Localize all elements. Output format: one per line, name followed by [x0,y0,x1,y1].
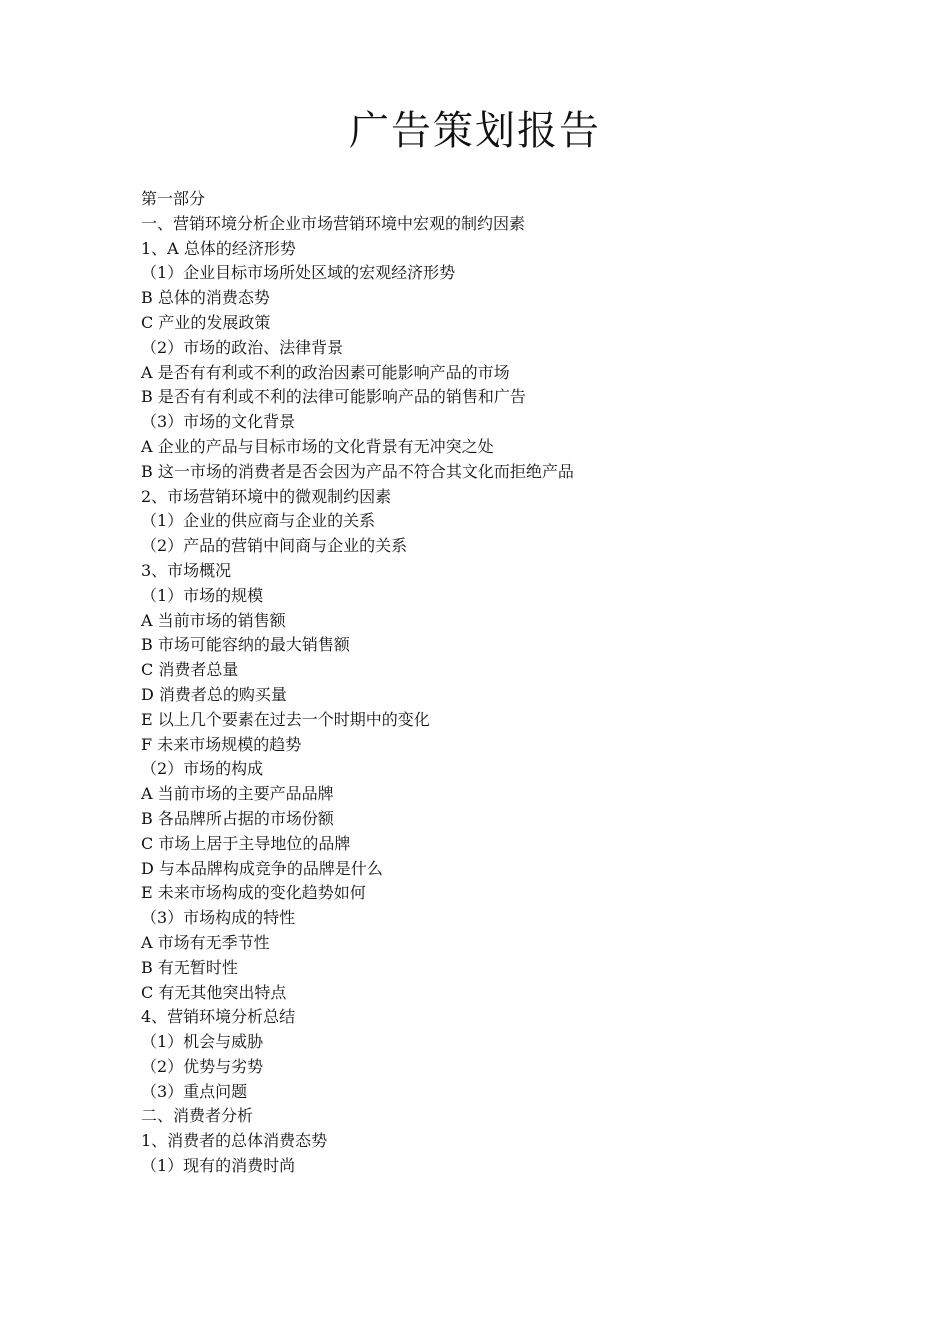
document-line: C 产业的发展政策 [141,312,271,332]
document-line: （1）现有的消费时尚 [141,1156,296,1176]
document-line: （2）市场的构成 [141,759,264,779]
document-line: B 各品牌所占据的市场份额 [141,808,334,828]
document-line: C 市场上居于主导地位的品牌 [141,833,351,853]
document-line: A 市场有无季节性 [141,932,270,952]
document-line: A 当前市场的主要产品品牌 [141,784,334,804]
document-title: 广告策划报告 [349,108,601,154]
document-line: A 企业的产品与目标市场的文化背景有无冲突之处 [141,436,494,456]
document-line: D 消费者总的购买量 [141,684,287,704]
document-line: A 是否有有利或不利的政治因素可能影响产品的市场 [141,362,510,382]
document-line: （1）市场的规模 [141,585,264,605]
document-line: E 未来市场构成的变化趋势如何 [141,883,366,903]
document-line: B 市场可能容纳的最大销售额 [141,635,350,655]
document-line: （2）市场的政治、法律背景 [141,337,344,357]
document-line: A 当前市场的销售额 [141,610,286,630]
document-line: 2、市场营销环境中的微观制约因素 [141,486,392,506]
document-line: 二、消费者分析 [141,1106,254,1126]
document-line: 4、营销环境分析总结 [141,1007,296,1027]
document-line: （3）市场构成的特性 [141,908,296,928]
document-line: （2）产品的营销中间商与企业的关系 [141,536,408,556]
document-line: F 未来市场规模的趋势 [141,734,302,754]
document-line: C 有无其他突出特点 [141,982,287,1002]
document-line: B 总体的消费态势 [141,288,270,308]
document-line: （3）重点问题 [141,1081,248,1101]
document-line: E 以上几个要素在过去一个时期中的变化 [141,709,430,729]
document-line: （1）企业的供应商与企业的关系 [141,511,376,531]
document-line: B 这一市场的消费者是否会因为产品不符合其文化而拒绝产品 [141,461,574,481]
document-line: 3、市场概况 [141,560,232,580]
document-line: C 消费者总量 [141,660,239,680]
document-line: D 与本品牌构成竞争的品牌是什么 [141,858,383,878]
document-line: 1、A 总体的经济形势 [141,238,296,258]
document-line: （1）机会与威胁 [141,1032,264,1052]
document-line: 1、消费者的总体消费态势 [141,1131,328,1151]
document-line: B 有无暂时性 [141,957,238,977]
document-line: （1）企业目标市场所处区域的宏观经济形势 [141,263,456,283]
document-line: B 是否有有利或不利的法律可能影响产品的销售和广告 [141,387,526,407]
document-body [141,187,574,1179]
document-line: （3）市场的文化背景 [141,412,296,432]
document-line: 第一部分 [141,189,206,208]
document-line: （2）优势与劣势 [141,1056,264,1076]
document-line: 一、营销环境分析企业市场营销环境中宏观的制约因素 [141,213,526,233]
